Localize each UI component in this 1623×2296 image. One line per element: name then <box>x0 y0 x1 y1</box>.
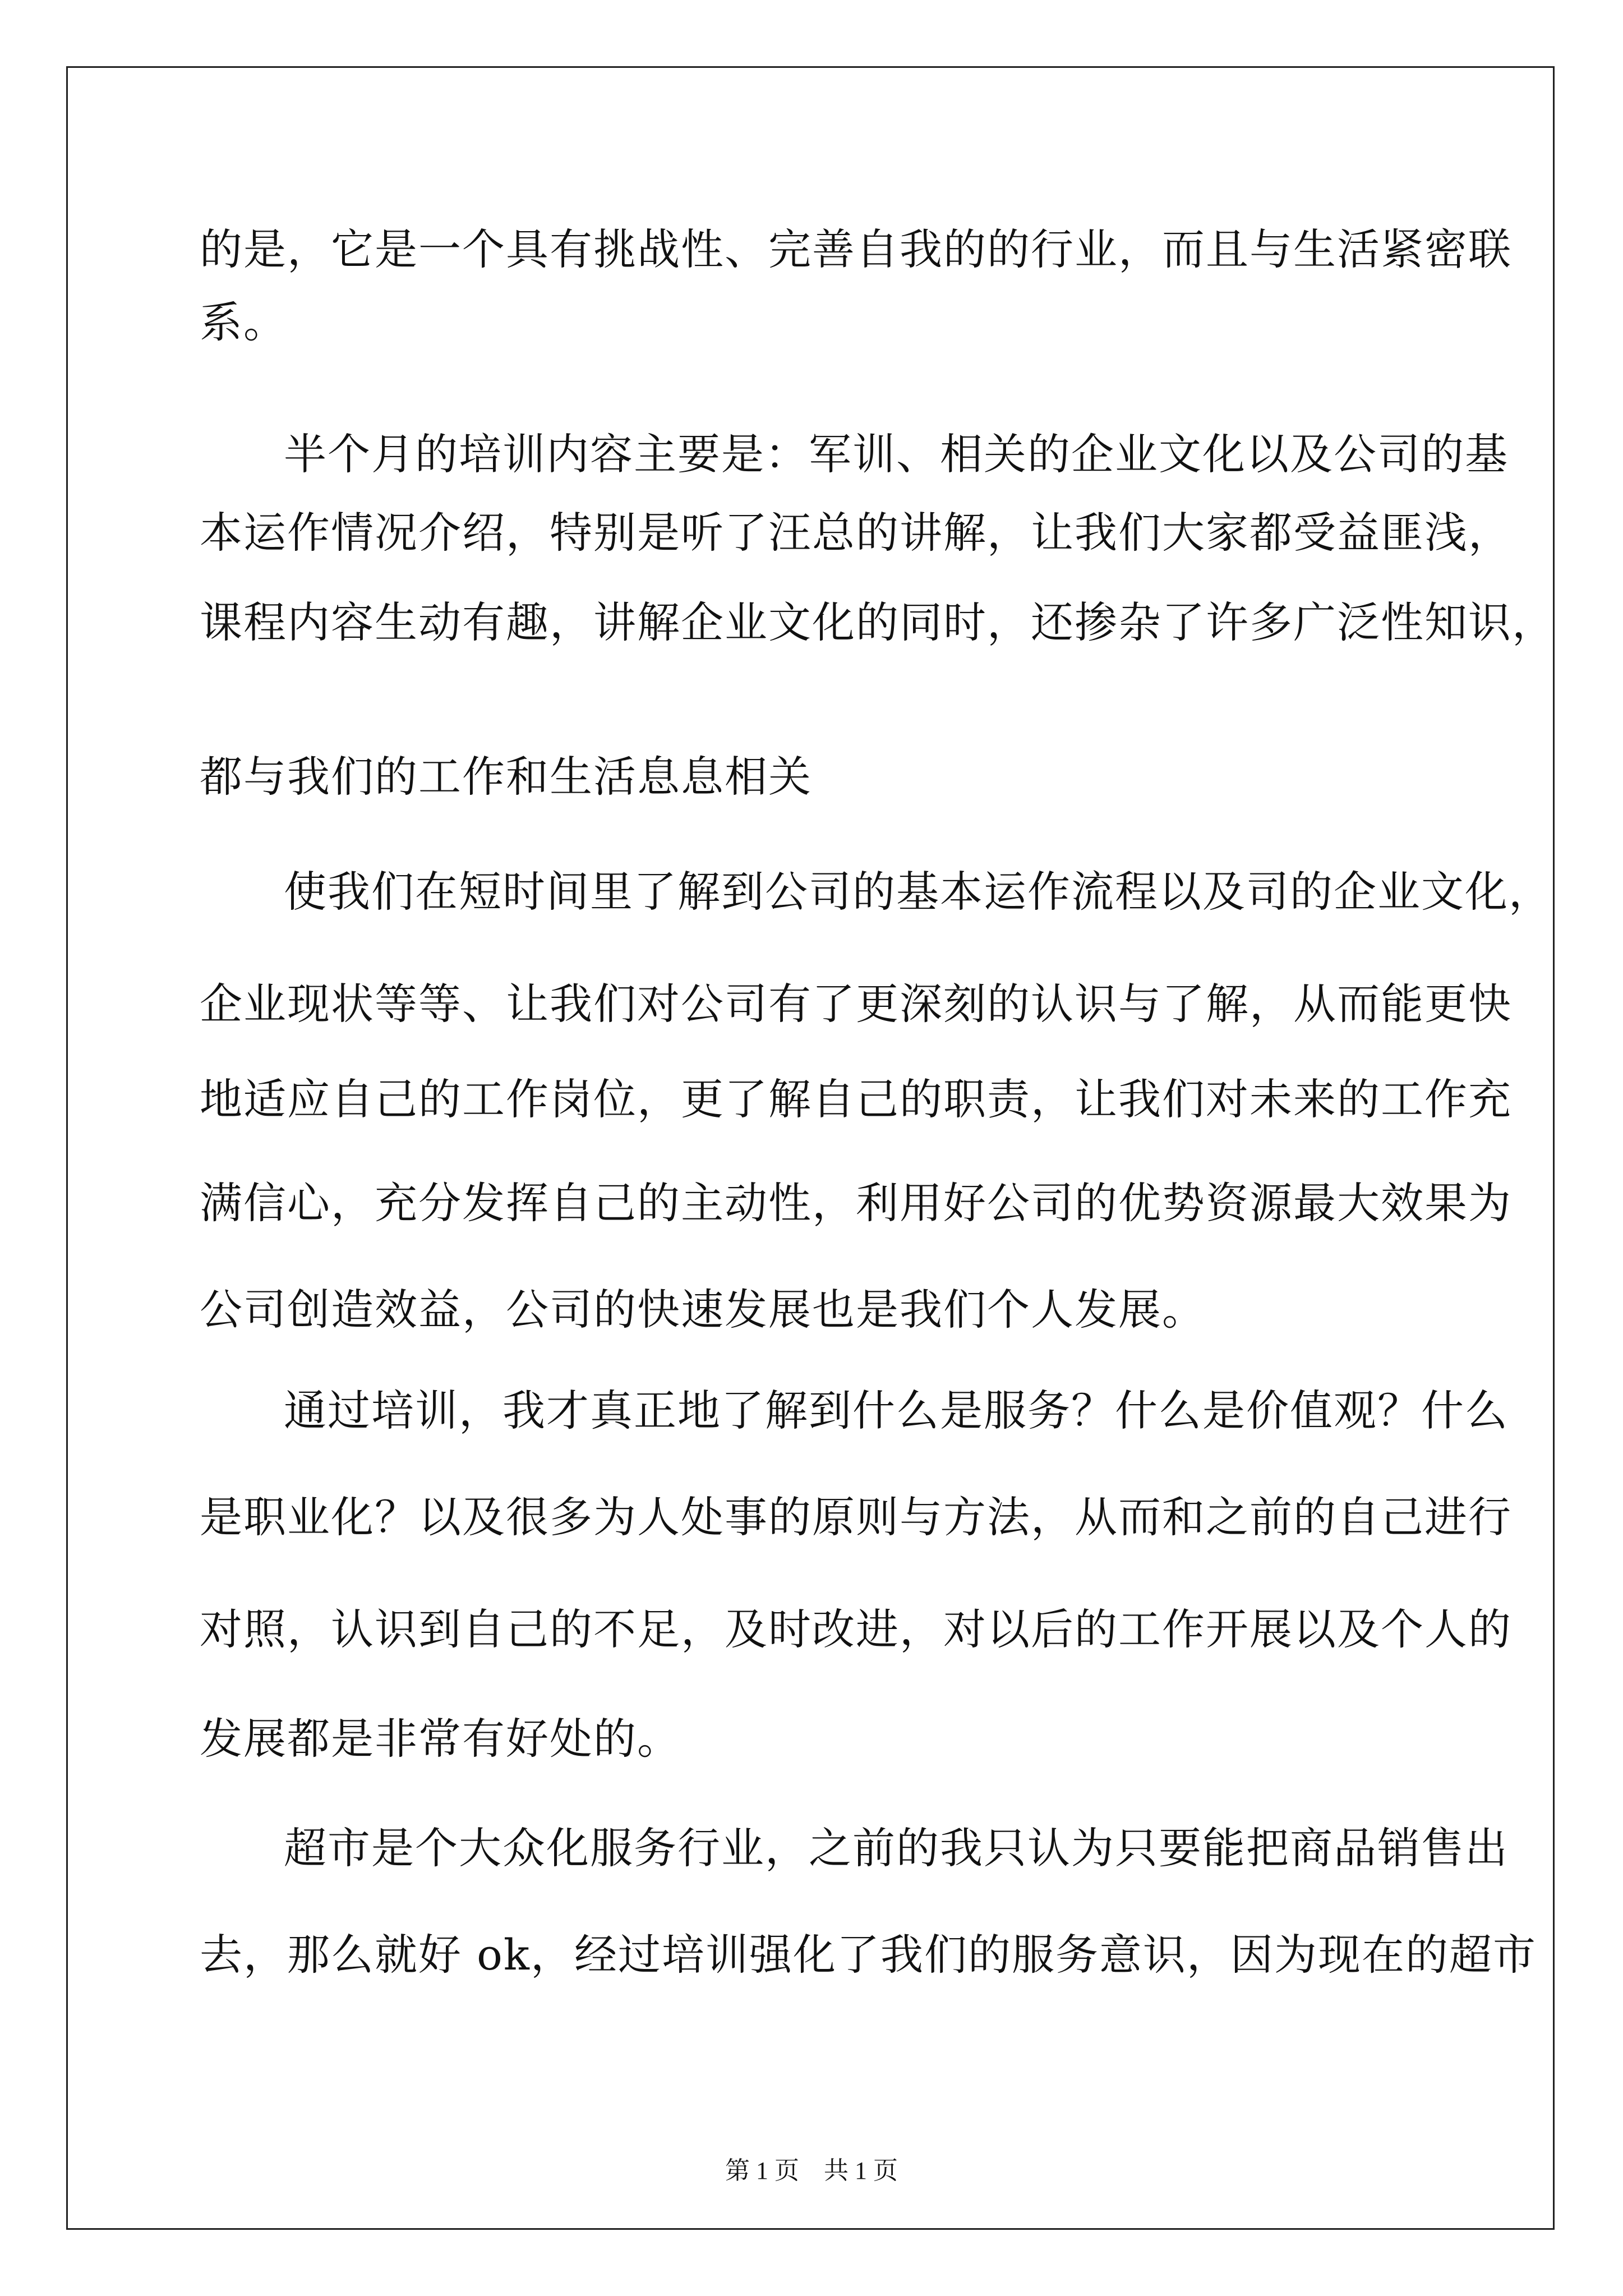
text-line: 满信心，充分发挥自己的主动性，利用好公司的优势资源最大效果为 <box>200 1178 1512 1228</box>
text-line: 对照，认识到自己的不足，及时改进，对以后的工作开展以及个人的 <box>200 1604 1512 1654</box>
paragraph-start-line: 使我们在短时间里了解到公司的基本运作流程以及司的企业文化， <box>284 867 1552 917</box>
text-line: 发展都是非常有好处的。 <box>200 1714 681 1764</box>
text-line: 都与我们的工作和生活息息相关 <box>200 752 812 802</box>
text-line: 系。 <box>200 297 287 347</box>
page-border <box>66 66 1555 2230</box>
paragraph-start-line: 半个月的培训内容主要是：军训、相关的企业文化以及公司的基 <box>284 429 1509 479</box>
text-line: 的是，它是一个具有挑战性、完善自我的的行业，而且与生活紧密联 <box>200 224 1512 274</box>
text-line: 公司创造效益，公司的快速发展也是我们个人发展。 <box>200 1285 1206 1335</box>
paragraph-start-line: 通过培训，我才真正地了解到什么是服务？什么是价值观？什么 <box>284 1386 1509 1435</box>
text-line: 企业现状等等、让我们对公司有了更深刻的认识与了解，从而能更快 <box>200 979 1512 1029</box>
text-line: 地适应自己的工作岗位，更了解自己的职责，让我们对未来的工作充 <box>200 1074 1512 1124</box>
paragraph-start-line: 超市是个大众化服务行业，之前的我只认为只要能把商品销售出 <box>284 1823 1509 1873</box>
page-number-footer: 第 1 页 共 1 页 <box>725 2157 898 2184</box>
text-line: 本运作情况介绍，特别是听了汪总的讲解，让我们大家都受益匪浅， <box>200 508 1512 558</box>
text-line: 课程内容生动有趣，讲解企业文化的同时，还掺杂了许多广泛性知识， <box>200 597 1556 647</box>
text-line: 是职业化？以及很多为人处事的原则与方法，从而和之前的自己进行 <box>200 1492 1512 1542</box>
text-line: 去，那么就好 ok，经过培训强化了我们的服务意识，因为现在的超市 <box>200 1930 1537 1980</box>
